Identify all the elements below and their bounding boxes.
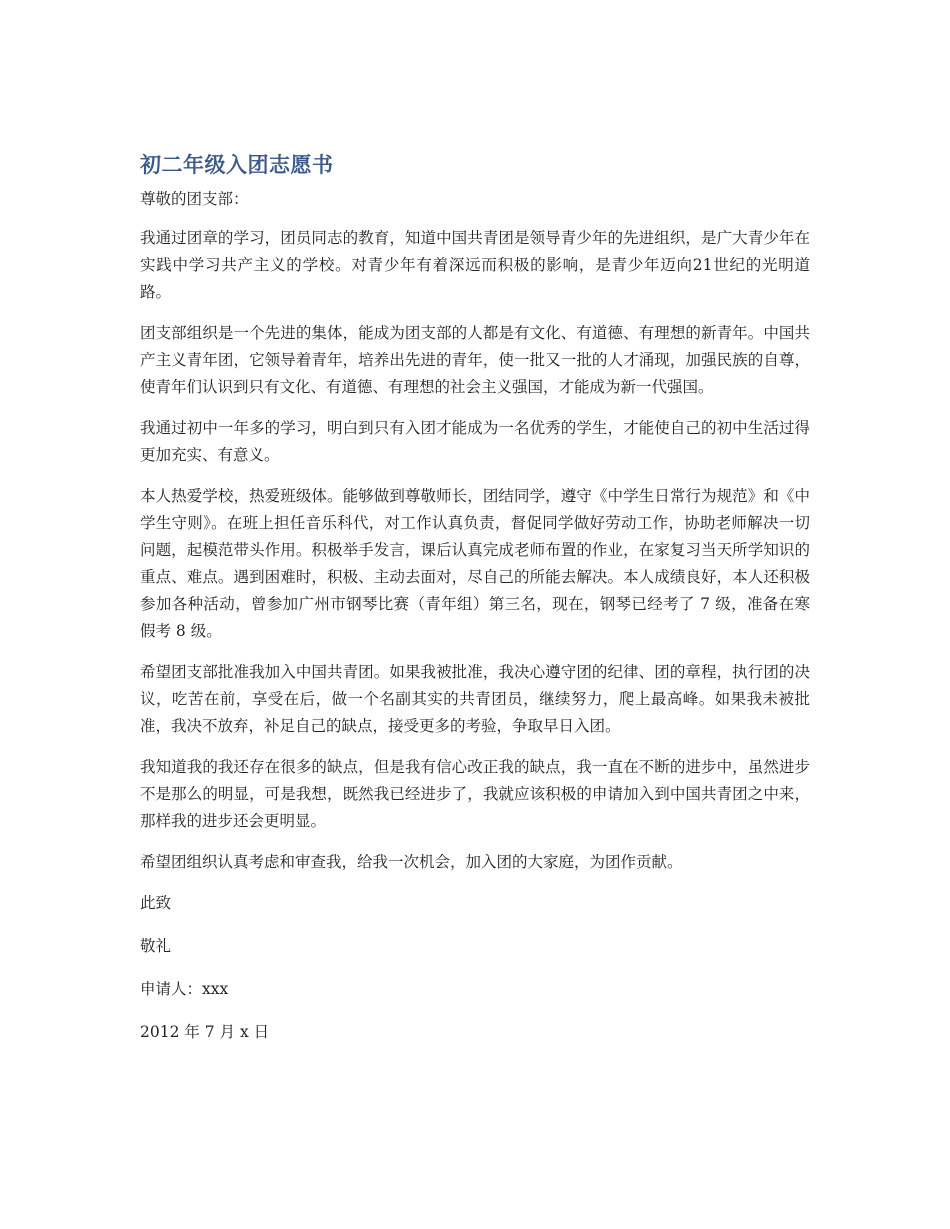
- closing-salute: 敬礼: [140, 937, 172, 955]
- applicant-name: 申请人：xxx: [140, 980, 229, 998]
- salutation: 尊敬的团支部：: [140, 190, 249, 208]
- paragraph-4: 本人热爱学校，热爱班级体。能够做到尊敬师长，团结同学，遵守《中学生日常行为规范》和《中学生守则》。在班上担任音乐科代，对工作认真负责，督促同学做好劳动工作，协助老师解决一切问题，起模范带头作用。积极举手发言，课后认真完成老师布置的作业，在家复习当天所学知识的重点、难点。遇到困难时，积极、主动去面对，尽自己的所能去解决。本人成绩良好，本人还积极参加各种活动，曾参加广州市钢琴比赛（青年组）第三名，现在，钢琴已经考了 7 级，准备在寒假考 8 级。: [140, 487, 810, 640]
- paragraph-5: 希望团支部批准我加入中国共青团。如果我被批准，我决心遵守团的纪律、团的章程，执行团的决议，吃苦在前，享受在后，做一个名副其实的共青团员，继续努力，爬上最高峰。如果我未被批准，我决不放弃，补足自己的缺点，接受更多的考验，争取早日入团。: [140, 663, 810, 735]
- closing-greeting: 此致: [140, 894, 172, 912]
- paragraph-3: 我通过初中一年多的学习，明白到只有入团才能成为一名优秀的学生，才能使自己的初中生活过得更加充实、有意义。: [140, 419, 810, 464]
- paragraph-1: 我通过团章的学习，团员同志的教育，知道中国共青团是领导青少年的先进组织，是广大青少年在实践中学习共产主义的学校。对青少年有着深远而积极的影响，是青少年迈向21世纪的光明道路。: [140, 229, 810, 301]
- application-date: 2012 年 7 月 x 日: [140, 1023, 270, 1041]
- document-body: [140, 150, 810, 1062]
- paragraph-6: 我知道我的我还存在很多的缺点，但是我有信心改正我的缺点，我一直在不断的进步中，虽然进步不是那么的明显，可是我想，既然我已经进步了，我就应该积极的申请加入到中国共青团之中来，那样我的进步还会更明显。: [140, 758, 810, 830]
- paragraph-7: 希望团组织认真考虑和审查我，给我一次机会，加入团的大家庭，为团作贡献。: [140, 853, 683, 871]
- paragraph-2: 团支部组织是一个先进的集体，能成为团支部的人都是有文化、有道德、有理想的新青年。中国共产主义青年团，它领导着青年，培养出先进的青年，使一批又一批的人才涌现，加强民族的自尊，使青年们认识到只有文化、有道德、有理想的社会主义强国，才能成为新一代强国。: [140, 324, 810, 396]
- document-title: 初二年级入团志愿书: [140, 153, 334, 177]
